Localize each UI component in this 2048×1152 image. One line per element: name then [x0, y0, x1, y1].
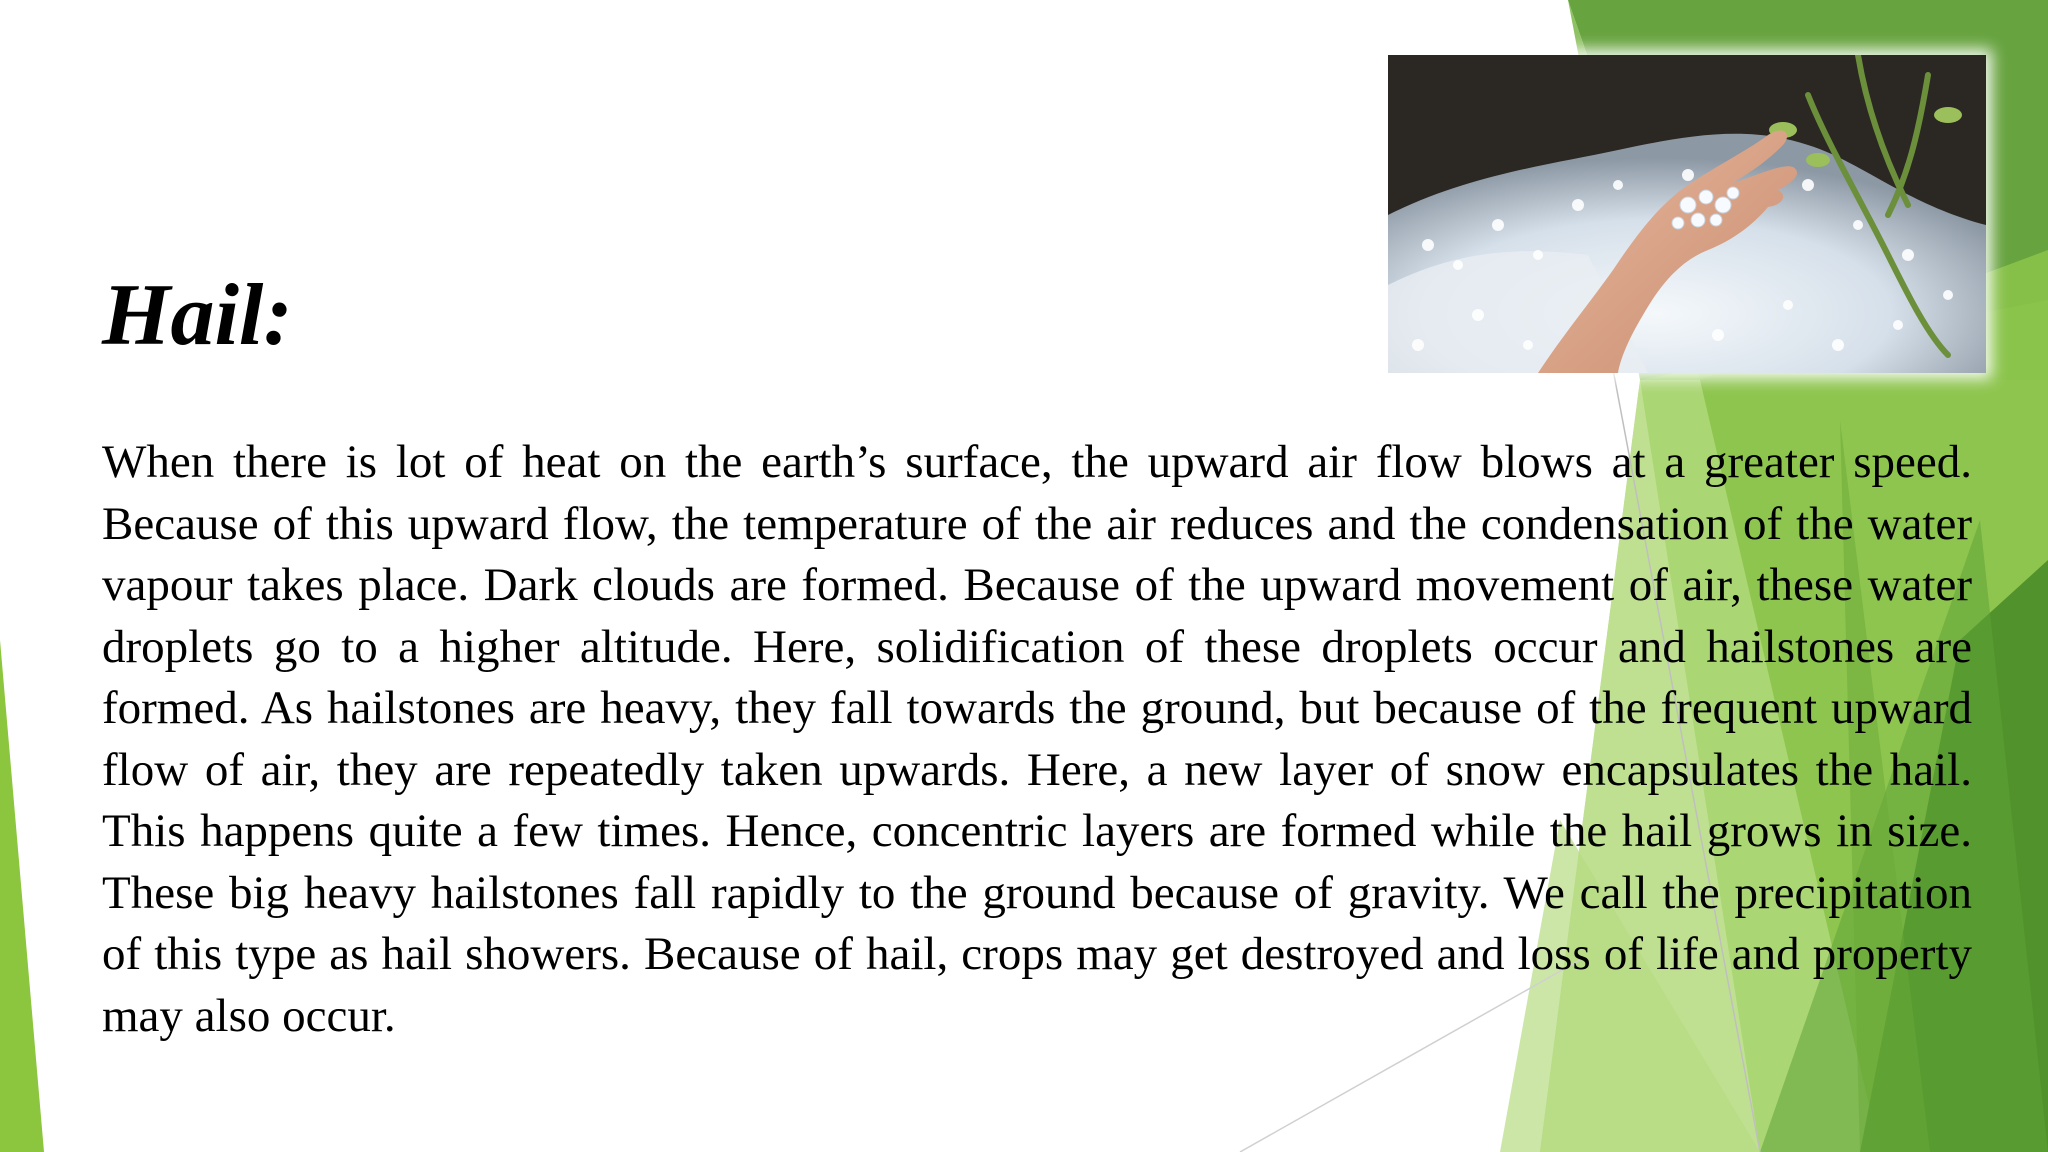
- slide-title: Hail:: [102, 267, 293, 364]
- hail-photo: [1388, 55, 1986, 373]
- slide-body-text: When there is lot of heat on the earth’s surface, the upward air flow blows at a greater speed. Because of this upward flow, the temperature of the air reduces and the condensation of the water vapour takes place. Dark clouds are formed. Because of the upward movement of air, these water droplets go to a higher altitude. Here, solidification of these droplets occur and hailstones are formed. As hailstones are heavy, they fall towards the ground, but because of the frequent upward flow of air, they are repeatedly taken upwards. Here, a new layer of snow encapsulates the hail. This happens quite a few times. Hence, concentric layers are formed while the hail grows in size. These big heavy hailstones fall rapidly to the ground because of gravity. We call the precipitation of this type as hail showers. Because of hail, crops may get destroyed and loss of life and property may also occur.: [102, 436, 1972, 1042]
- hand-holding-hailstones-image: [1388, 55, 1986, 373]
